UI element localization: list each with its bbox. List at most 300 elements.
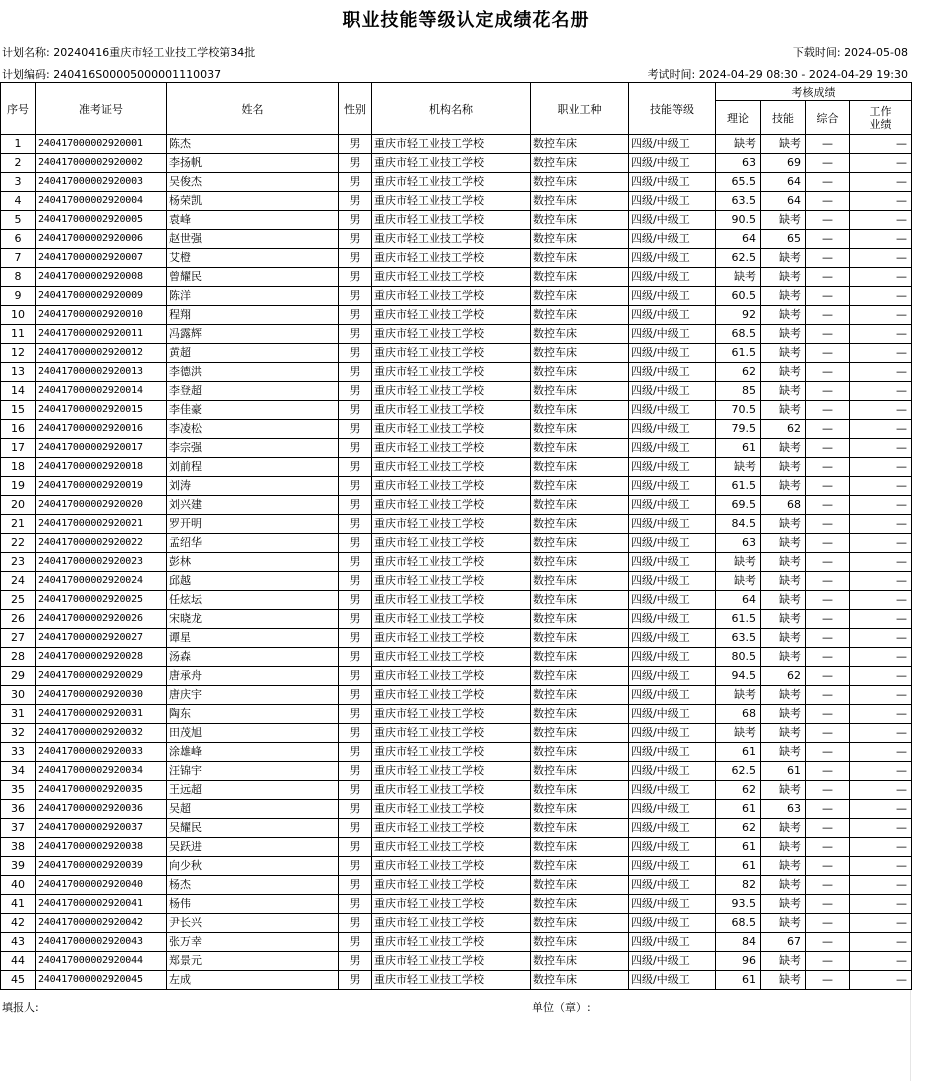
cell-name: 杨杰: [167, 876, 339, 895]
cell-trade: 数控车床: [531, 914, 629, 933]
header-org: 机构名称: [372, 83, 531, 135]
cell-work: —: [850, 458, 912, 477]
cell-trade: 数控车床: [531, 876, 629, 895]
cell-trade: 数控车床: [531, 933, 629, 952]
cell-gender: 男: [339, 268, 372, 287]
cell-ticket: 240417000002920015: [36, 401, 167, 420]
cell-ticket: 240417000002920039: [36, 857, 167, 876]
cell-name: 田茂旭: [167, 724, 339, 743]
cell-ticket: 240417000002920018: [36, 458, 167, 477]
cell-overall: —: [806, 971, 850, 990]
cell-overall: —: [806, 819, 850, 838]
cell-level: 四级/中级工: [629, 838, 716, 857]
cell-skill: 65: [761, 230, 806, 249]
table-row: [1, 268, 912, 287]
cell-overall: —: [806, 211, 850, 230]
cell-overall: —: [806, 363, 850, 382]
cell-level: 四级/中级工: [629, 667, 716, 686]
cell-work: —: [850, 496, 912, 515]
cell-org: 重庆市轻工业技工学校: [372, 325, 531, 344]
cell-seq: 15: [1, 401, 36, 420]
cell-theory: 84: [716, 933, 761, 952]
unit-stamp-label: 单位（章）:: [532, 1001, 591, 1014]
cell-gender: 男: [339, 439, 372, 458]
cell-theory: 63.5: [716, 192, 761, 211]
cell-name: 吴跃进: [167, 838, 339, 857]
cell-theory: 缺考: [716, 553, 761, 572]
cell-overall: —: [806, 401, 850, 420]
cell-skill: 69: [761, 154, 806, 173]
cell-overall: —: [806, 173, 850, 192]
cell-gender: 男: [339, 591, 372, 610]
table-row: [1, 211, 912, 230]
cell-level: 四级/中级工: [629, 914, 716, 933]
cell-ticket: 240417000002920031: [36, 705, 167, 724]
cell-theory: 60.5: [716, 287, 761, 306]
cell-trade: 数控车床: [531, 743, 629, 762]
cell-ticket: 240417000002920002: [36, 154, 167, 173]
cell-seq: 6: [1, 230, 36, 249]
cell-org: 重庆市轻工业技工学校: [372, 667, 531, 686]
cell-org: 重庆市轻工业技工学校: [372, 762, 531, 781]
cell-work: —: [850, 762, 912, 781]
cell-work: —: [850, 876, 912, 895]
cell-overall: —: [806, 230, 850, 249]
cell-seq: 23: [1, 553, 36, 572]
table-row: [1, 572, 912, 591]
header-gender: 性别: [339, 83, 372, 135]
cell-org: 重庆市轻工业技工学校: [372, 401, 531, 420]
cell-trade: 数控车床: [531, 667, 629, 686]
cell-overall: —: [806, 458, 850, 477]
cell-seq: 22: [1, 534, 36, 553]
cell-gender: 男: [339, 648, 372, 667]
cell-level: 四级/中级工: [629, 154, 716, 173]
cell-ticket: 240417000002920025: [36, 591, 167, 610]
cell-name: 陶东: [167, 705, 339, 724]
cell-work: —: [850, 857, 912, 876]
cell-seq: 41: [1, 895, 36, 914]
table-row: [1, 458, 912, 477]
cell-gender: 男: [339, 724, 372, 743]
cell-ticket: 240417000002920030: [36, 686, 167, 705]
cell-work: —: [850, 211, 912, 230]
table-row: [1, 249, 912, 268]
cell-ticket: 240417000002920033: [36, 743, 167, 762]
cell-level: 四级/中级工: [629, 401, 716, 420]
cell-seq: 40: [1, 876, 36, 895]
cell-skill: 缺考: [761, 515, 806, 534]
cell-level: 四级/中级工: [629, 819, 716, 838]
cell-theory: 62: [716, 363, 761, 382]
header-name: 姓名: [167, 83, 339, 135]
cell-theory: 69.5: [716, 496, 761, 515]
cell-name: 汪锦宇: [167, 762, 339, 781]
cell-skill: 缺考: [761, 724, 806, 743]
cell-ticket: 240417000002920023: [36, 553, 167, 572]
cell-trade: 数控车床: [531, 439, 629, 458]
cell-trade: 数控车床: [531, 610, 629, 629]
cell-name: 吴超: [167, 800, 339, 819]
cell-ticket: 240417000002920008: [36, 268, 167, 287]
cell-name: 王远超: [167, 781, 339, 800]
cell-ticket: 240417000002920009: [36, 287, 167, 306]
header-work-line2: 业绩: [869, 117, 892, 131]
cell-skill: 缺考: [761, 572, 806, 591]
cell-name: 李宗强: [167, 439, 339, 458]
cell-ticket: 240417000002920006: [36, 230, 167, 249]
cell-seq: 25: [1, 591, 36, 610]
table-row: [1, 591, 912, 610]
cell-gender: 男: [339, 135, 372, 154]
cell-level: 四级/中级工: [629, 572, 716, 591]
cell-trade: 数控车床: [531, 648, 629, 667]
cell-skill: 缺考: [761, 477, 806, 496]
cell-overall: —: [806, 420, 850, 439]
cell-name: 张万幸: [167, 933, 339, 952]
cell-name: 吴耀民: [167, 819, 339, 838]
table-row: [1, 534, 912, 553]
cell-trade: 数控车床: [531, 952, 629, 971]
cell-org: 重庆市轻工业技工学校: [372, 420, 531, 439]
cell-work: —: [850, 781, 912, 800]
cell-work: —: [850, 287, 912, 306]
cell-trade: 数控车床: [531, 268, 629, 287]
cell-seq: 14: [1, 382, 36, 401]
cell-level: 四级/中级工: [629, 249, 716, 268]
cell-skill: 缺考: [761, 971, 806, 990]
cell-overall: —: [806, 382, 850, 401]
cell-ticket: 240417000002920044: [36, 952, 167, 971]
cell-name: 吴俊杰: [167, 173, 339, 192]
cell-skill: 缺考: [761, 648, 806, 667]
cell-level: 四级/中级工: [629, 439, 716, 458]
cell-org: 重庆市轻工业技工学校: [372, 952, 531, 971]
cell-ticket: 240417000002920022: [36, 534, 167, 553]
document-title: 职业技能等级认定成绩花名册: [342, 10, 590, 31]
cell-theory: 61: [716, 857, 761, 876]
cell-trade: 数控车床: [531, 211, 629, 230]
cell-seq: 28: [1, 648, 36, 667]
cell-trade: 数控车床: [531, 534, 629, 553]
cell-work: —: [850, 610, 912, 629]
cell-work: —: [850, 534, 912, 553]
table-row: [1, 553, 912, 572]
cell-skill: 67: [761, 933, 806, 952]
cell-work: —: [850, 325, 912, 344]
cell-theory: 61: [716, 743, 761, 762]
cell-org: 重庆市轻工业技工学校: [372, 382, 531, 401]
cell-gender: 男: [339, 401, 372, 420]
cell-work: —: [850, 895, 912, 914]
cell-skill: 64: [761, 192, 806, 211]
cell-gender: 男: [339, 914, 372, 933]
cell-skill: 缺考: [761, 743, 806, 762]
cell-org: 重庆市轻工业技工学校: [372, 933, 531, 952]
cell-name: 郑景元: [167, 952, 339, 971]
cell-overall: —: [806, 952, 850, 971]
cell-seq: 4: [1, 192, 36, 211]
cell-overall: —: [806, 686, 850, 705]
cell-org: 重庆市轻工业技工学校: [372, 230, 531, 249]
cell-gender: 男: [339, 420, 372, 439]
table-row: [1, 952, 912, 971]
cell-skill: 缺考: [761, 838, 806, 857]
table-row: [1, 857, 912, 876]
cell-overall: —: [806, 705, 850, 724]
cell-seq: 21: [1, 515, 36, 534]
cell-trade: 数控车床: [531, 572, 629, 591]
cell-ticket: 240417000002920016: [36, 420, 167, 439]
cell-name: 左成: [167, 971, 339, 990]
cell-trade: 数控车床: [531, 249, 629, 268]
cell-org: 重庆市轻工业技工学校: [372, 515, 531, 534]
cell-gender: 男: [339, 762, 372, 781]
cell-theory: 63: [716, 154, 761, 173]
cell-trade: 数控车床: [531, 838, 629, 857]
plan-name-line: [2, 44, 255, 60]
cell-theory: 62: [716, 819, 761, 838]
cell-trade: 数控车床: [531, 553, 629, 572]
cell-seq: 17: [1, 439, 36, 458]
cell-skill: 缺考: [761, 344, 806, 363]
cell-work: —: [850, 914, 912, 933]
cell-overall: —: [806, 591, 850, 610]
cell-org: 重庆市轻工业技工学校: [372, 743, 531, 762]
cell-name: 李扬帆: [167, 154, 339, 173]
cell-theory: 68.5: [716, 914, 761, 933]
table-row: [1, 192, 912, 211]
cell-overall: —: [806, 781, 850, 800]
cell-ticket: 240417000002920029: [36, 667, 167, 686]
cell-seq: 13: [1, 363, 36, 382]
table-row: [1, 971, 912, 990]
cell-gender: 男: [339, 971, 372, 990]
cell-work: —: [850, 667, 912, 686]
cell-name: 曾耀民: [167, 268, 339, 287]
table-row: [1, 382, 912, 401]
cell-work: —: [850, 952, 912, 971]
cell-name: 尹长兴: [167, 914, 339, 933]
header-level: 技能等级: [629, 83, 716, 135]
cell-gender: 男: [339, 800, 372, 819]
cell-work: —: [850, 401, 912, 420]
cell-gender: 男: [339, 667, 372, 686]
cell-gender: 男: [339, 344, 372, 363]
cell-gender: 男: [339, 515, 372, 534]
table-row: [1, 705, 912, 724]
cell-work: —: [850, 382, 912, 401]
cell-org: 重庆市轻工业技工学校: [372, 458, 531, 477]
cell-name: 刘涛: [167, 477, 339, 496]
cell-theory: 82: [716, 876, 761, 895]
exam-time-value: 2024-04-29 08:30 - 2024-04-29 19:30: [698, 68, 908, 81]
cell-level: 四级/中级工: [629, 515, 716, 534]
cell-org: 重庆市轻工业技工学校: [372, 857, 531, 876]
cell-work: —: [850, 724, 912, 743]
cell-level: 四级/中级工: [629, 496, 716, 515]
cell-level: 四级/中级工: [629, 192, 716, 211]
plan-name-label: 计划名称:: [2, 46, 50, 59]
cell-gender: 男: [339, 458, 372, 477]
cell-seq: 1: [1, 135, 36, 154]
cell-seq: 36: [1, 800, 36, 819]
cell-work: —: [850, 363, 912, 382]
cell-skill: 62: [761, 420, 806, 439]
cell-level: 四级/中级工: [629, 876, 716, 895]
table-header: [1, 83, 912, 135]
header-theory: 理论: [716, 101, 761, 135]
cell-trade: 数控车床: [531, 458, 629, 477]
cell-ticket: 240417000002920032: [36, 724, 167, 743]
cell-name: 李凌松: [167, 420, 339, 439]
cell-org: 重庆市轻工业技工学校: [372, 648, 531, 667]
cell-name: 陈杰: [167, 135, 339, 154]
cell-overall: —: [806, 287, 850, 306]
cell-theory: 96: [716, 952, 761, 971]
cell-skill: 缺考: [761, 819, 806, 838]
cell-overall: —: [806, 154, 850, 173]
table-row: [1, 819, 912, 838]
cell-skill: 缺考: [761, 876, 806, 895]
cell-ticket: 240417000002920028: [36, 648, 167, 667]
cell-level: 四级/中级工: [629, 344, 716, 363]
cell-work: —: [850, 515, 912, 534]
cell-name: 李登超: [167, 382, 339, 401]
cell-ticket: 240417000002920004: [36, 192, 167, 211]
cell-seq: 27: [1, 629, 36, 648]
cell-trade: 数控车床: [531, 230, 629, 249]
table-row: [1, 876, 912, 895]
cell-gender: 男: [339, 325, 372, 344]
cell-seq: 19: [1, 477, 36, 496]
cell-org: 重庆市轻工业技工学校: [372, 211, 531, 230]
cell-gender: 男: [339, 819, 372, 838]
cell-org: 重庆市轻工业技工学校: [372, 781, 531, 800]
cell-gender: 男: [339, 154, 372, 173]
cell-gender: 男: [339, 610, 372, 629]
cell-theory: 68.5: [716, 325, 761, 344]
cell-theory: 93.5: [716, 895, 761, 914]
cell-seq: 2: [1, 154, 36, 173]
cell-skill: 68: [761, 496, 806, 515]
cell-seq: 38: [1, 838, 36, 857]
cell-gender: 男: [339, 933, 372, 952]
cell-skill: 缺考: [761, 458, 806, 477]
cell-work: —: [850, 249, 912, 268]
cell-name: 向少秋: [167, 857, 339, 876]
cell-trade: 数控车床: [531, 971, 629, 990]
cell-overall: —: [806, 838, 850, 857]
cell-theory: 70.5: [716, 401, 761, 420]
cell-theory: 61.5: [716, 344, 761, 363]
cell-gender: 男: [339, 876, 372, 895]
cell-work: —: [850, 477, 912, 496]
cell-theory: 85: [716, 382, 761, 401]
cell-trade: 数控车床: [531, 344, 629, 363]
cell-trade: 数控车床: [531, 496, 629, 515]
cell-skill: 缺考: [761, 686, 806, 705]
cell-theory: 61: [716, 971, 761, 990]
cell-name: 李佳豪: [167, 401, 339, 420]
table-row: [1, 287, 912, 306]
cell-ticket: 240417000002920019: [36, 477, 167, 496]
plan-code-label: 计划编码:: [2, 68, 50, 81]
cell-name: 邱越: [167, 572, 339, 591]
cell-gender: 男: [339, 249, 372, 268]
cell-name: 孟绍华: [167, 534, 339, 553]
cell-name: 汤森: [167, 648, 339, 667]
cell-ticket: 240417000002920043: [36, 933, 167, 952]
cell-skill: 缺考: [761, 914, 806, 933]
header-seq: 序号: [1, 83, 36, 135]
cell-gender: 男: [339, 705, 372, 724]
cell-theory: 缺考: [716, 135, 761, 154]
cell-level: 四级/中级工: [629, 306, 716, 325]
plan-name-value: 20240416重庆市轻工业技工学校第34批: [53, 46, 256, 59]
cell-seq: 33: [1, 743, 36, 762]
cell-name: 罗开明: [167, 515, 339, 534]
cell-work: —: [850, 933, 912, 952]
cell-trade: 数控车床: [531, 781, 629, 800]
cell-gender: 男: [339, 192, 372, 211]
cell-overall: —: [806, 496, 850, 515]
cell-ticket: 240417000002920027: [36, 629, 167, 648]
cell-overall: —: [806, 667, 850, 686]
header-ticket: 准考证号: [36, 83, 167, 135]
cell-level: 四级/中级工: [629, 781, 716, 800]
cell-name: 唐庆宇: [167, 686, 339, 705]
cell-org: 重庆市轻工业技工学校: [372, 914, 531, 933]
cell-overall: —: [806, 135, 850, 154]
cell-skill: 缺考: [761, 325, 806, 344]
cell-overall: —: [806, 762, 850, 781]
cell-overall: —: [806, 553, 850, 572]
cell-seq: 10: [1, 306, 36, 325]
cell-level: 四级/中级工: [629, 420, 716, 439]
cell-overall: —: [806, 800, 850, 819]
cell-work: —: [850, 135, 912, 154]
cell-theory: 缺考: [716, 686, 761, 705]
cell-name: 袁峰: [167, 211, 339, 230]
cell-level: 四级/中级工: [629, 211, 716, 230]
cell-name: 谭星: [167, 629, 339, 648]
cell-trade: 数控车床: [531, 401, 629, 420]
cell-seq: 31: [1, 705, 36, 724]
cell-overall: —: [806, 895, 850, 914]
cell-ticket: 240417000002920017: [36, 439, 167, 458]
table-row: [1, 154, 912, 173]
cell-org: 重庆市轻工业技工学校: [372, 705, 531, 724]
cell-trade: 数控车床: [531, 629, 629, 648]
cell-work: —: [850, 420, 912, 439]
cell-ticket: 240417000002920045: [36, 971, 167, 990]
cell-work: —: [850, 629, 912, 648]
cell-theory: 63: [716, 534, 761, 553]
cell-level: 四级/中级工: [629, 686, 716, 705]
cell-org: 重庆市轻工业技工学校: [372, 895, 531, 914]
cell-seq: 45: [1, 971, 36, 990]
plan-code-line: [2, 66, 221, 82]
cell-seq: 16: [1, 420, 36, 439]
cell-seq: 43: [1, 933, 36, 952]
cell-skill: 缺考: [761, 382, 806, 401]
cell-org: 重庆市轻工业技工学校: [372, 173, 531, 192]
table-row: [1, 838, 912, 857]
cell-level: 四级/中级工: [629, 933, 716, 952]
cell-theory: 61: [716, 439, 761, 458]
cell-work: —: [850, 705, 912, 724]
